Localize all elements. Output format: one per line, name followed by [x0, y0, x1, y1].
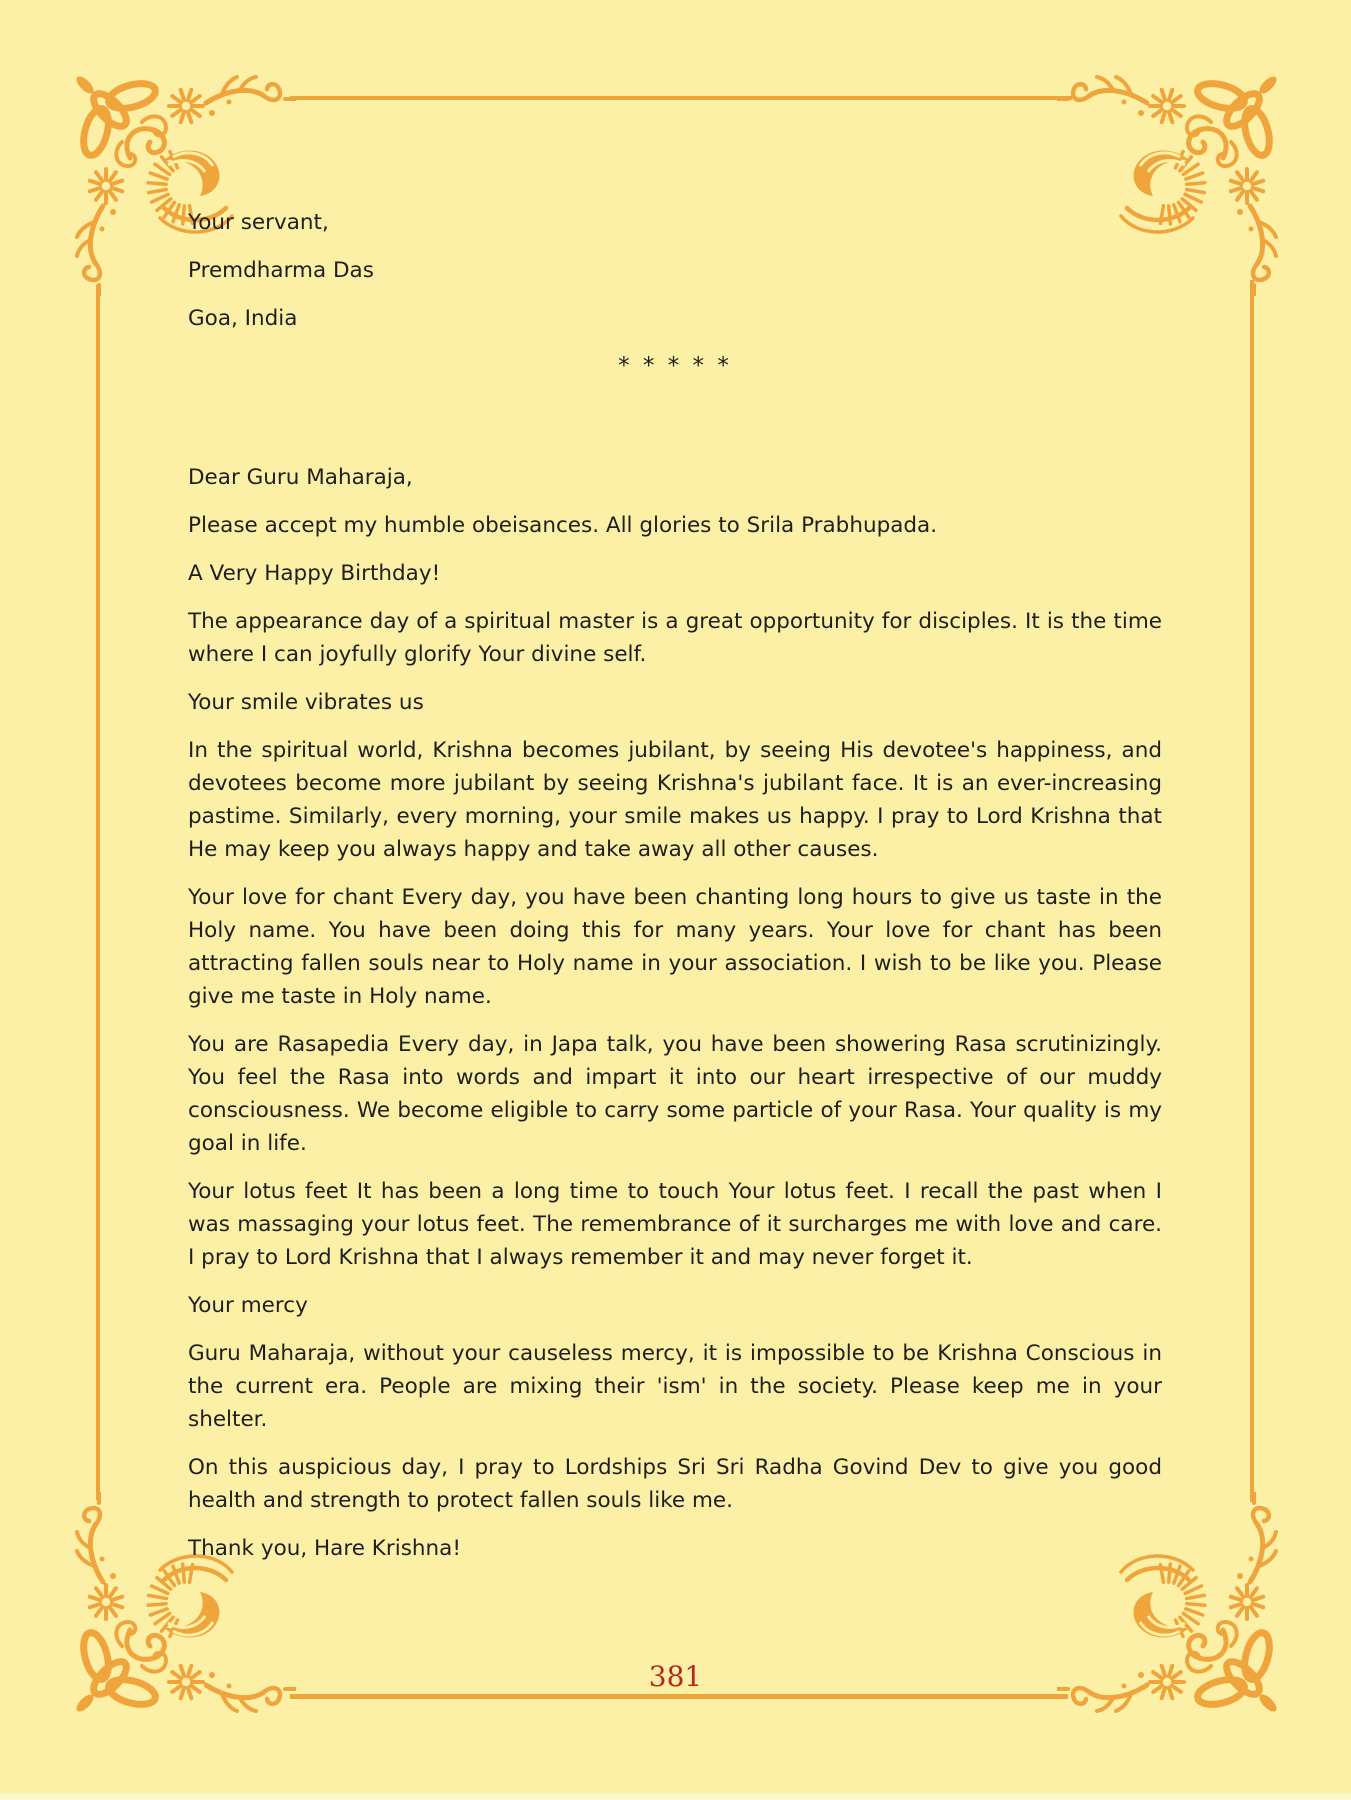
signature-place-line: Goa, India [188, 306, 298, 331]
heading-smile: Your smile vibrates us [188, 690, 424, 715]
heading-mercy: Your mercy [188, 1293, 308, 1318]
page-number: 381 [648, 1660, 703, 1693]
paragraph-auspicious-day: On this auspicious day, I pray to Lordships Sri Sri Radha Govind Dev to give you good health and strength to protect fallen souls like me. [188, 1455, 1162, 1513]
frame-border-top [290, 96, 1072, 100]
paragraph-love-for-chant: Your love for chant Every day, you have been chanting long hours to give us taste in the Holy name. You have been doing this for many years. Your love for chant has been attracting fallen souls near to Holy name in your association. I wish to be like you. Please give me taste in Holy name. [188, 885, 1162, 1009]
frame-border-left [96, 285, 100, 1500]
frame-border-bottom [290, 1694, 1068, 1699]
salutation-line: Dear Guru Maharaja, [188, 465, 413, 490]
obeisances-line: Please accept my humble obeisances. All glories to Srila Prabhupada. [188, 513, 938, 538]
closing-line: Thank you, Hare Krishna! [188, 1536, 461, 1561]
signature-name-line: Premdharma Das [188, 258, 374, 283]
paragraph-appearance-day: The appearance day of a spiritual master is a great opportunity for disciples. It is the time where I can joyfully glorify Your divine self. [188, 609, 1162, 667]
section-divider-stars: * * * * * [618, 353, 732, 379]
letter-body [188, 206, 1162, 1580]
frame-border-right [1250, 280, 1254, 1502]
paragraph-rasapedia: You are Rasapedia Every day, in Japa talk, you have been showering Rasa scrutinizingly. You feel the Rasa into words and impart it into our heart irrespective of our muddy consciousness. We become eligible to carry some particle of your Rasa. Your quality is my goal in life. [188, 1032, 1162, 1156]
paragraph-mercy: Guru Maharaja, without your causeless mercy, it is impossible to be Krishna Conscious in the current era. People are mixing their 'ism' in the society. Please keep me in your shelter. [188, 1341, 1162, 1432]
paragraph-smile: In the spiritual world, Krishna becomes jubilant, by seeing His devotee's happiness, and devotees become more jubilant by seeing Krishna's jubilant face. It is an ever-increasing pastime. Similarly, every morning, your smile makes us happy. I pray to Lord Krishna that He may keep you always happy and take away all other causes. [188, 738, 1162, 862]
page-bottom-edge [0, 1794, 1351, 1800]
paragraph-lotus-feet: Your lotus feet It has been a long time to touch Your lotus feet. I recall the past when I was massaging your lotus feet. The remembrance of it surcharges me with love and care. I pray to Lord Krishna that I always remember it and may never forget it. [188, 1179, 1162, 1270]
signature-servant-line: Your servant, [188, 210, 329, 235]
birthday-greeting-line: A Very Happy Birthday! [188, 561, 441, 586]
